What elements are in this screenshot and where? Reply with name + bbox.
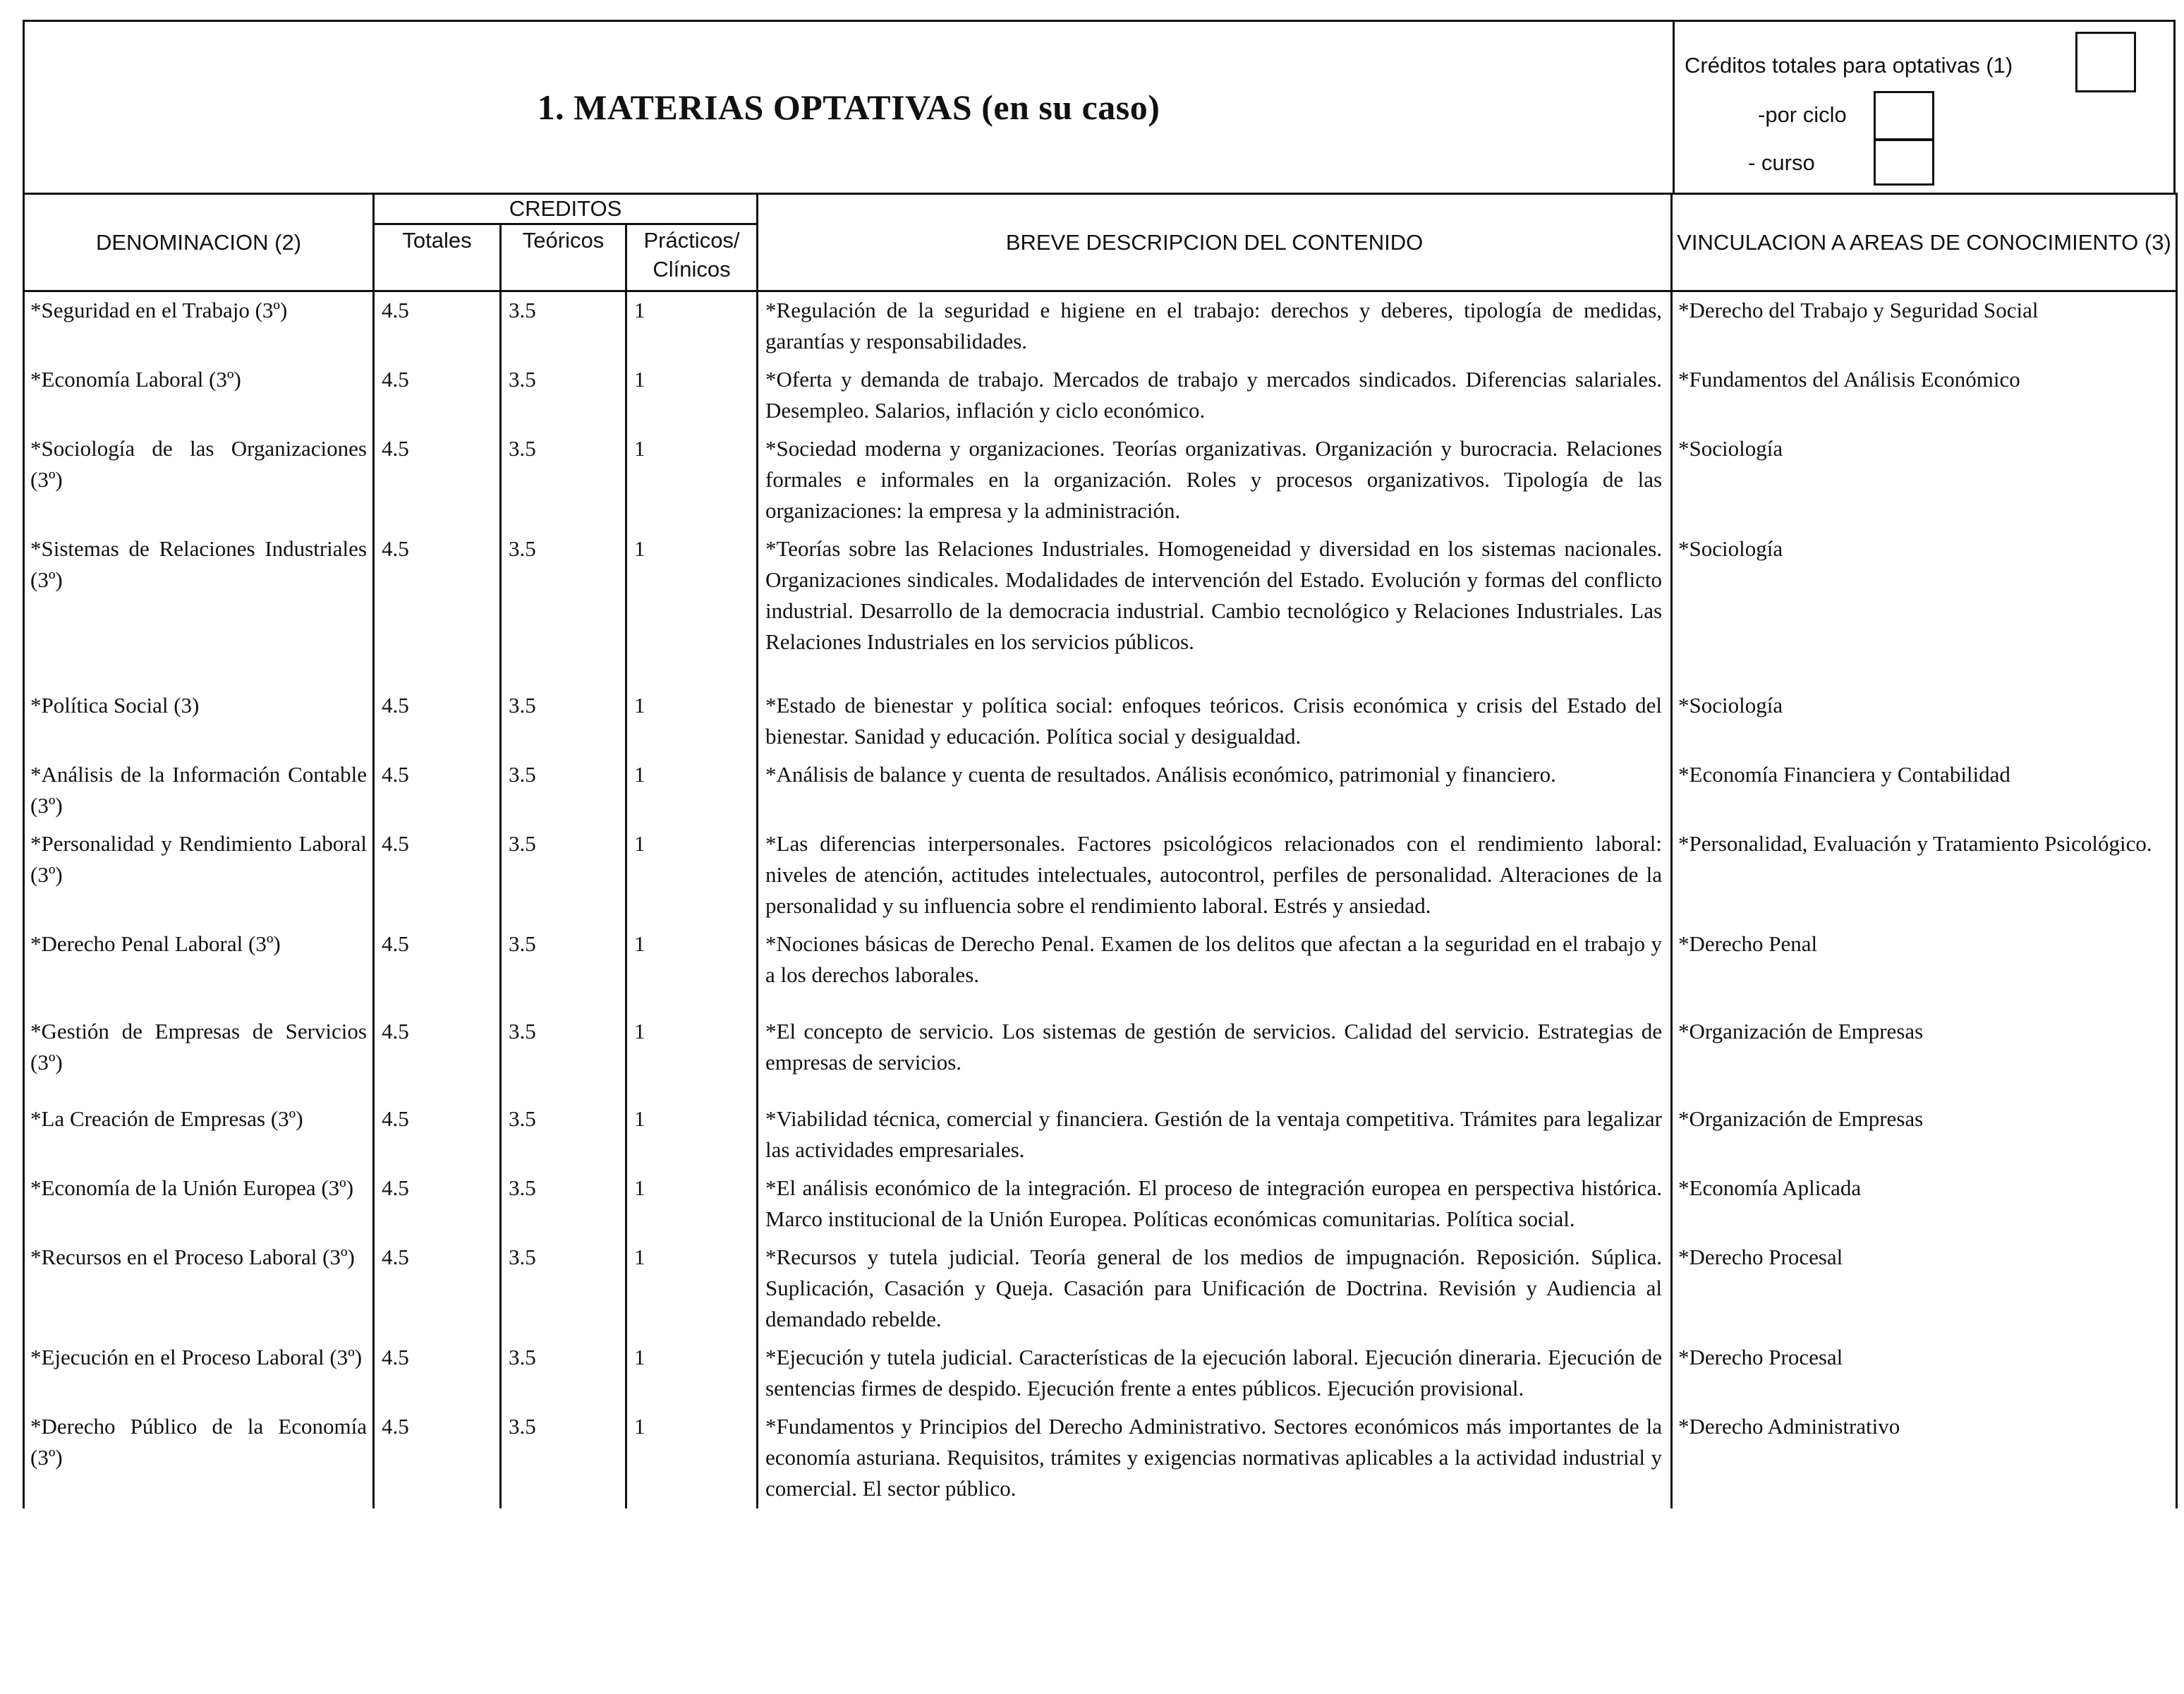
per-cycle-label: -por ciclo (1758, 102, 1847, 127)
table-row (24, 430, 2177, 531)
col-header-practicos: Prácticos/ Clínicos (626, 224, 758, 291)
cell-practicos: 1 (626, 291, 758, 362)
cell-descripcion: *Oferta y demanda de trabajo. Mercados de trabajo y mercados sindicados. Diferencias salariales. Desempleo. Salarios, inflación y ciclo económico. (758, 361, 1672, 430)
per-cycle-box[interactable] (1874, 91, 1934, 140)
cell-totales: 4.5 (374, 825, 501, 926)
table-row (24, 756, 2177, 825)
col-header-totales: Totales (374, 224, 501, 291)
cell-practicos: 1 (626, 531, 758, 662)
cell-vinculacion: *Personalidad, Evaluación y Tratamiento Psicológico. (1672, 825, 2177, 926)
cell-totales: 4.5 (374, 1239, 501, 1339)
cell-totales: 4.5 (374, 531, 501, 662)
page-title: 1. MATERIAS OPTATIVAS (en su caso) (537, 87, 1160, 127)
table-row (24, 1239, 2177, 1339)
optional-subjects-table (23, 193, 2178, 1508)
cell-teoricos: 3.5 (501, 825, 626, 926)
cell-teoricos: 3.5 (501, 361, 626, 430)
table-row (24, 361, 2177, 430)
table-row (24, 926, 2177, 995)
table-row (24, 662, 2177, 756)
cell-vinculacion: *Fundamentos del Análisis Económico (1672, 361, 2177, 430)
cell-vinculacion: *Sociología (1672, 662, 2177, 756)
cell-teoricos: 3.5 (501, 995, 626, 1082)
cell-denominacion: *La Creación de Empresas (3º) (24, 1082, 374, 1170)
cell-totales: 4.5 (374, 662, 501, 756)
cell-practicos: 1 (626, 1239, 758, 1339)
table-row (24, 1339, 2177, 1408)
cell-practicos: 1 (626, 430, 758, 531)
cell-teoricos: 3.5 (501, 1339, 626, 1408)
cell-denominacion: *Sistemas de Relaciones Industriales (3º) (24, 531, 374, 662)
table-row (24, 1408, 2177, 1508)
document-sheet (23, 20, 2176, 1642)
cell-denominacion: *Economía Laboral (3º) (24, 361, 374, 430)
col-header-vinculacion: VINCULACION A AREAS DE CONOCIMIENTO (3) (1672, 194, 2177, 291)
cell-vinculacion: *Economía Financiera y Contabilidad (1672, 756, 2177, 825)
cell-denominacion: *Economía de la Unión Europea (3º) (24, 1170, 374, 1239)
cell-denominacion: *Análisis de la Información Contable (3º) (24, 756, 374, 825)
cell-practicos: 1 (626, 926, 758, 995)
cell-totales: 4.5 (374, 926, 501, 995)
cell-descripcion: *Análisis de balance y cuenta de resultados. Análisis económico, patrimonial y financiero. (758, 756, 1672, 825)
col-header-descripcion: BREVE DESCRIPCION DEL CONTENIDO (758, 194, 1672, 291)
cell-descripcion: *Las diferencias interpersonales. Factores psicológicos relacionados con el rendimiento laboral: niveles de atención, actitudes intelectuales, autocontrol, perfiles de personalidad. Alteraciones de la personalidad y su influencia sobre el rendimiento laboral. Estrés y ansiedad. (758, 825, 1672, 926)
cell-teoricos: 3.5 (501, 1082, 626, 1170)
credits-total-box[interactable] (2075, 32, 2136, 92)
cell-descripcion: *Ejecución y tutela judicial. Características de la ejecución laboral. Ejecución dineraria. Ejecución de sentencias firmes de despido. Ejecución frente a entes públicos. Ejecución provisional. (758, 1339, 1672, 1408)
per-course-box[interactable] (1874, 139, 1934, 186)
col-header-teoricos: Teóricos (501, 224, 626, 291)
cell-descripcion: *Recursos y tutela judicial. Teoría general de los medios de impugnación. Reposición. Súplica. Suplicación, Casación y Queja. Casación para Unificación de Doctrina. Revisión y Audiencia al demandado rebelde. (758, 1239, 1672, 1339)
table-row (24, 291, 2177, 362)
cell-totales: 4.5 (374, 430, 501, 531)
cell-denominacion: *Derecho Público de la Economía (3º) (24, 1408, 374, 1508)
cell-practicos: 1 (626, 662, 758, 756)
cell-practicos: 1 (626, 361, 758, 430)
credits-summary-panel (1673, 22, 2173, 193)
credits-total-label: Créditos totales para optativas (1) (1685, 53, 2013, 78)
cell-practicos: 1 (626, 756, 758, 825)
cell-teoricos: 3.5 (501, 756, 626, 825)
table-row (24, 1082, 2177, 1170)
cell-vinculacion: *Sociología (1672, 531, 2177, 662)
cell-denominacion: *Personalidad y Rendimiento Laboral (3º) (24, 825, 374, 926)
cell-teoricos: 3.5 (501, 926, 626, 995)
cell-descripcion: *Viabilidad técnica, comercial y financiera. Gestión de la ventaja competitiva. Trámites para legalizar las actividades empresariales. (758, 1082, 1672, 1170)
cell-totales: 4.5 (374, 1082, 501, 1170)
cell-totales: 4.5 (374, 1408, 501, 1508)
cell-vinculacion: *Economía Aplicada (1672, 1170, 2177, 1239)
cell-descripcion: *Sociedad moderna y organizaciones. Teorías organizativas. Organización y burocracia. Relaciones formales e informales en la organización. Roles y procesos organizativos. Tipología de las organizaciones: la empresa y la administración. (758, 430, 1672, 531)
cell-denominacion: *Recursos en el Proceso Laboral (3º) (24, 1239, 374, 1339)
cell-descripcion: *Fundamentos y Principios del Derecho Administrativo. Sectores económicos más importantes de la economía asturiana. Requisitos, trámites y exigencias normativas aplicables a la actividad industrial y comercial. El sector público. (758, 1408, 1672, 1508)
cell-denominacion: *Ejecución en el Proceso Laboral (3º) (24, 1339, 374, 1408)
cell-totales: 4.5 (374, 291, 501, 362)
col-header-creditos: CREDITOS (374, 194, 758, 224)
cell-teoricos: 3.5 (501, 430, 626, 531)
cell-practicos: 1 (626, 1408, 758, 1508)
cell-practicos: 1 (626, 995, 758, 1082)
per-course-label: - curso (1748, 150, 1815, 175)
cell-denominacion: *Sociología de las Organizaciones (3º) (24, 430, 374, 531)
cell-totales: 4.5 (374, 1339, 501, 1408)
cell-vinculacion: *Sociología (1672, 430, 2177, 531)
cell-totales: 4.5 (374, 1170, 501, 1239)
header-block (23, 20, 2176, 195)
table-row (24, 825, 2177, 926)
cell-totales: 4.5 (374, 361, 501, 430)
cell-totales: 4.5 (374, 756, 501, 825)
cell-vinculacion: *Derecho Procesal (1672, 1339, 2177, 1408)
cell-denominacion: *Política Social (3) (24, 662, 374, 756)
cell-descripcion: *Regulación de la seguridad e higiene en el trabajo: derechos y deberes, tipología de medidas, garantías y responsabilidades. (758, 291, 1672, 362)
table-row (24, 1170, 2177, 1239)
cell-vinculacion: *Organización de Empresas (1672, 1082, 2177, 1170)
col-header-denominacion: DENOMINACION (2) (24, 194, 374, 291)
cell-vinculacion: *Derecho Penal (1672, 926, 2177, 995)
cell-descripcion: *Nociones básicas de Derecho Penal. Examen de los delitos que afectan a la seguridad en el trabajo y a los derechos laborales. (758, 926, 1672, 995)
cell-denominacion: *Seguridad en el Trabajo (3º) (24, 291, 374, 362)
cell-descripcion: *Teorías sobre las Relaciones Industriales. Homogeneidad y diversidad en los sistemas nacionales. Organizaciones sindicales. Modalidades de intervención del Estado. Evolución y formas del conflicto industrial. Desarrollo de la democracia industrial. Cambio tecnológico y Relaciones Industriales. Las Relaciones Industriales en los servicios públicos. (758, 531, 1672, 662)
cell-teoricos: 3.5 (501, 1170, 626, 1239)
table-row (24, 531, 2177, 662)
cell-vinculacion: *Derecho Procesal (1672, 1239, 2177, 1339)
cell-vinculacion: *Organización de Empresas (1672, 995, 2177, 1082)
cell-descripcion: *El análisis económico de la integración. El proceso de integración europea en perspectiva histórica. Marco institucional de la Unión Europea. Políticas económicas comunitarias. Política social. (758, 1170, 1672, 1239)
cell-teoricos: 3.5 (501, 291, 626, 362)
cell-vinculacion: *Derecho del Trabajo y Seguridad Social (1672, 291, 2177, 362)
cell-denominacion: *Gestión de Empresas de Servicios (3º) (24, 995, 374, 1082)
cell-teoricos: 3.5 (501, 662, 626, 756)
cell-descripcion: *El concepto de servicio. Los sistemas de gestión de servicios. Calidad del servicio. Estrategias de empresas de servicios. (758, 995, 1672, 1082)
cell-teoricos: 3.5 (501, 1239, 626, 1339)
cell-practicos: 1 (626, 1170, 758, 1239)
cell-denominacion: *Derecho Penal Laboral (3º) (24, 926, 374, 995)
cell-practicos: 1 (626, 1339, 758, 1408)
cell-teoricos: 3.5 (501, 1408, 626, 1508)
cell-practicos: 1 (626, 1082, 758, 1170)
cell-teoricos: 3.5 (501, 531, 626, 662)
cell-descripcion: *Estado de bienestar y política social: enfoques teóricos. Crisis económica y crisis del Estado del bienestar. Sanidad y educación. Política social y desigualdad. (758, 662, 1672, 756)
table-row (24, 995, 2177, 1082)
cell-vinculacion: *Derecho Administrativo (1672, 1408, 2177, 1508)
cell-practicos: 1 (626, 825, 758, 926)
cell-totales: 4.5 (374, 995, 501, 1082)
